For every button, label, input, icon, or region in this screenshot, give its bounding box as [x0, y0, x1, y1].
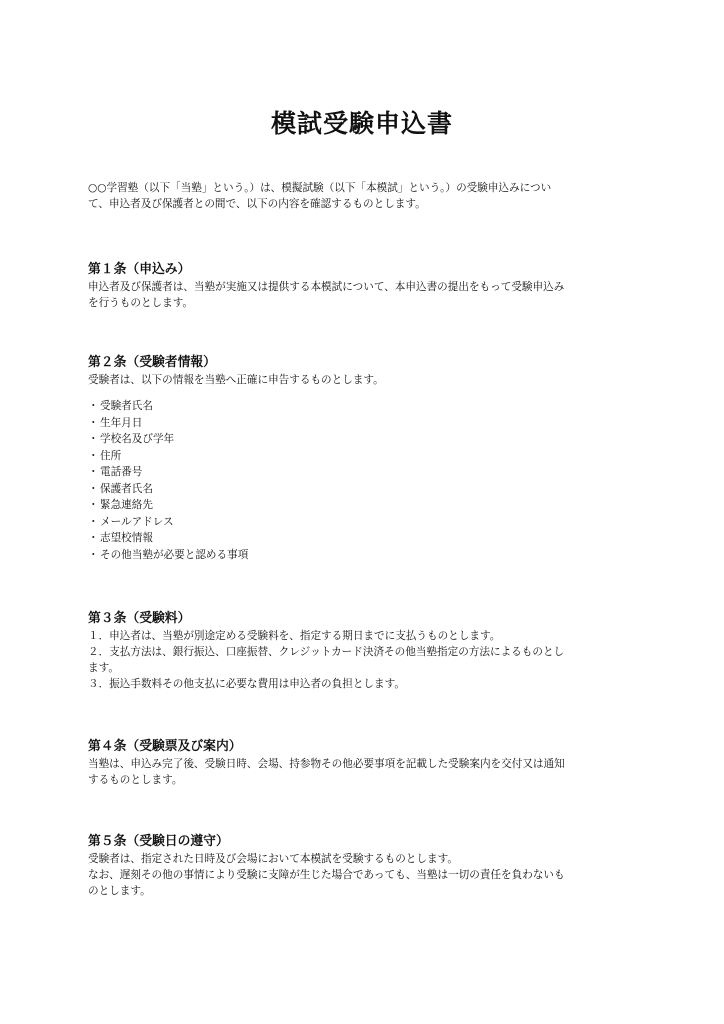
- list-item: ・志望校情報: [88, 532, 153, 544]
- list-item: ・住所: [88, 449, 122, 462]
- article-2: [88, 354, 636, 563]
- list-item: ・電話番号: [88, 466, 143, 478]
- article-heading: 第２条（受験者情報）: [88, 355, 216, 370]
- article-heading: 第５条（受験日の遵守）: [88, 834, 229, 849]
- article-body: １．申込者は、当塾が別途定める受験料を、指定する期日までに支払うものとします。 ２．支払方法は、銀行振込、口座振替、クレジットカード決済その他当塾指定の方法によるものとし ます。 ３．振込手数料その他支払に必要な費用は申込者の負担とします。: [88, 630, 565, 690]
- list-item: ・緊急連絡先: [88, 499, 153, 511]
- intro-section: [88, 180, 636, 212]
- article-body: 当塾は、申込み完了後、受験日時、会場、持参物その他必要事項を記載した受験案内を交付又は通知 するものとします。: [88, 758, 565, 786]
- article-body: 受験者は、以下の情報を当塾へ正確に申告するものとします。: [88, 374, 384, 386]
- applicant-info-list: [88, 398, 636, 563]
- article-heading: 第１条（申込み）: [88, 262, 191, 277]
- article-heading: 第４条（受験票及び案内）: [88, 739, 242, 754]
- article-1: [88, 261, 636, 311]
- intro-paragraph: ○○学習塾（以下「当塾」という。）は、模擬試験（以下「本模試」という。）の受験申込みについ て、申込者及び保護者との間で、以下の内容を確認するものとします。: [88, 182, 552, 210]
- list-item: ・保護者氏名: [88, 482, 153, 495]
- list-item: ・学校名及び学年: [88, 433, 175, 445]
- article-body: 申込者及び保護者は、当塾が実施又は提供する本模試について、本申込書の提出をもって受験申込み を行うものとします。: [88, 281, 565, 309]
- list-item: ・受験者氏名: [88, 400, 153, 412]
- list-item: ・その他当塾が必要と認める事項: [88, 548, 249, 561]
- list-item: ・メールアドレス: [88, 515, 174, 528]
- document-title: 模試受験申込書: [270, 109, 453, 138]
- list-item: ・生年月日: [88, 416, 143, 429]
- article-5: [88, 833, 636, 899]
- article-3: [88, 610, 636, 692]
- article-body: 受験者は、指定された日時及び会場において本模試を受験するものとします。 なお、遅刻その他の事情により受験に支障が生じた場合であっても、当塾は一切の責任を負わないも のとします。: [88, 853, 565, 897]
- article-4: [88, 738, 636, 788]
- article-heading: 第３条（受験料）: [88, 611, 191, 626]
